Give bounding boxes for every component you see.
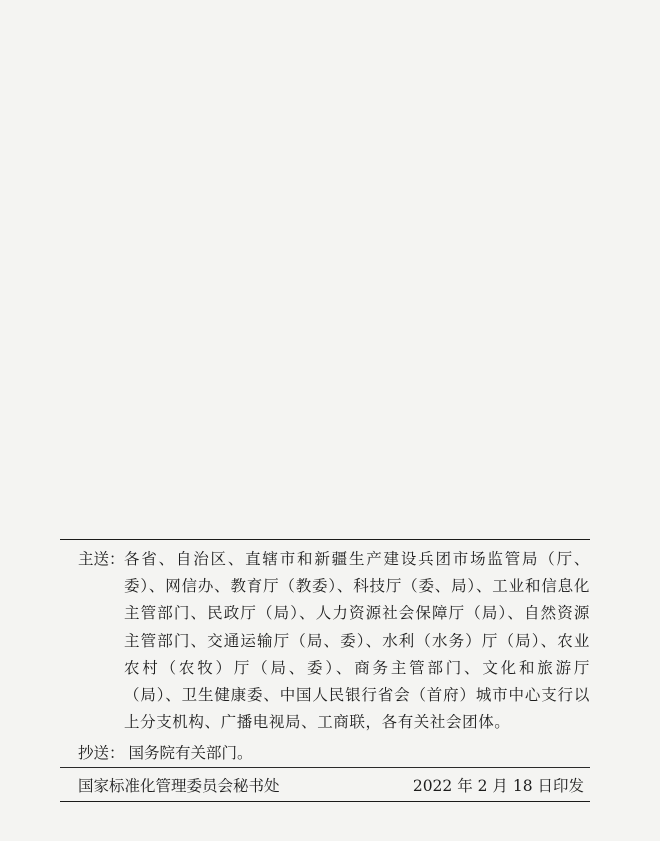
cc-text: 国务院有关部门。 [128,743,253,762]
cc-label: 抄送： [78,743,125,762]
main-recipients-text: 各省、自治区、直辖市和新疆生产建设兵团市场监管局（厅、委）、网信办、教育厅（教委）、科技厅（委、局）、工业和信息化主管部门、民政厅（局）、人力资源社会保障厅（局）、自然资源主管部门、交通运输厅（局、委）、水利（水务）厅（局）、农业农村（农牧）厅（局、委）、商务主管部门、文化和旅游厅（局）、卫生健康委、中国人民银行省会（首府）城市中心支行以上分支机构、广播电视局、工商联，各有关社会团体。 [124,550,590,732]
distribution-footer [60,539,590,802]
main-recipients-label: 主送： [78,550,125,568]
issuer-row [60,768,590,801]
bottom-rule [60,801,590,802]
issuer-name: 国家标准化管理委员会秘书处 [78,776,280,795]
issue-date: 2022 年 2 月 18 日印发 [412,776,584,795]
main-recipients-section [60,540,590,736]
cc-section [60,736,590,767]
